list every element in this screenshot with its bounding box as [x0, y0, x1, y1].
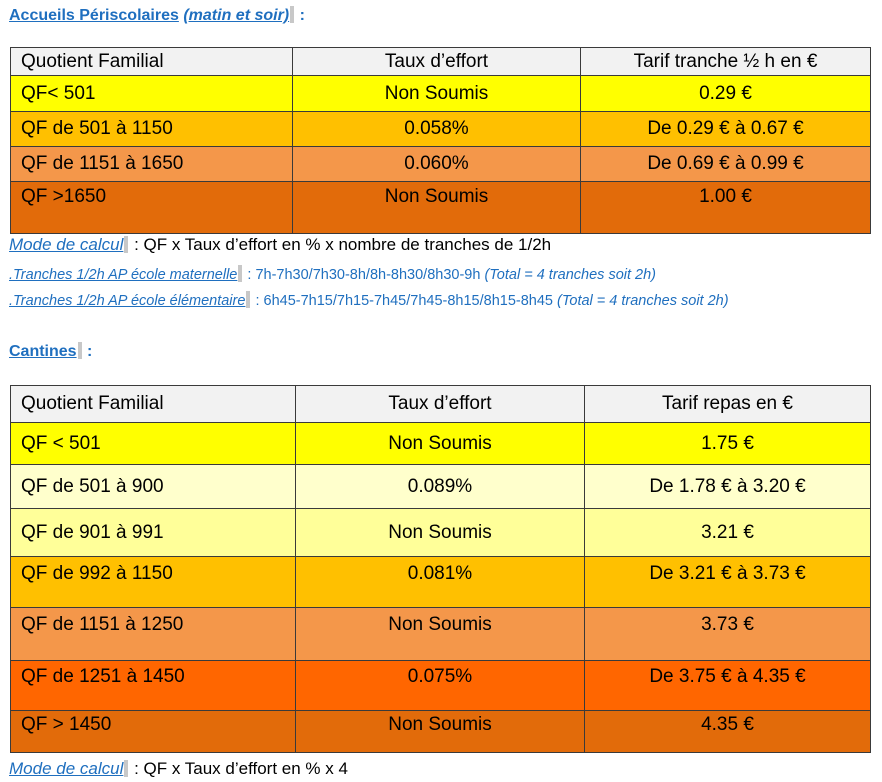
cell-tarif: De 1.78 € à 3.20 € [585, 465, 871, 509]
tranche-label: .Tranches 1/2h AP école élémentaire [9, 293, 246, 309]
calc-label: Mode de calcul [9, 759, 124, 778]
table-header-row [11, 48, 871, 76]
cell-taux: Non Soumis [293, 76, 581, 112]
tranche-label: .Tranches 1/2h AP école maternelle [9, 267, 238, 283]
header-taux: Taux d’effort [296, 386, 585, 423]
cell-qf: QF de 901 à 991 [11, 509, 296, 557]
tranches-maternelle [9, 265, 656, 283]
text-marker [290, 6, 294, 23]
header-tarif: Tarif repas en € [585, 386, 871, 423]
table-row [11, 661, 871, 711]
cantines-heading [9, 342, 92, 361]
cell-qf: QF de 1251 à 1450 [11, 661, 296, 711]
header-quotient: Quotient Familial [11, 386, 296, 423]
cell-qf: QF de 1151 à 1650 [11, 147, 293, 182]
calc-text: : QF x Taux d’effort en % x nombre de tranches de 1/2h [129, 235, 552, 254]
tranche-total: (Total = 4 tranches soit 2h) [553, 293, 729, 309]
cell-tarif: 1.00 € [581, 182, 871, 234]
text-marker [124, 760, 128, 777]
periscolaire-calc-note [9, 235, 551, 255]
cell-qf: QF de 992 à 1150 [11, 557, 296, 608]
cell-tarif: De 0.29 € à 0.67 € [581, 112, 871, 147]
cell-qf: QF de 1151 à 1250 [11, 608, 296, 661]
periscolaire-title: Accueils Périscolaires [9, 7, 179, 24]
cell-taux: Non Soumis [296, 711, 585, 753]
cell-taux: Non Soumis [293, 182, 581, 234]
cell-tarif: 1.75 € [585, 423, 871, 465]
cell-taux: Non Soumis [296, 509, 585, 557]
text-marker [246, 291, 250, 308]
table-row [11, 509, 871, 557]
cell-tarif: 4.35 € [585, 711, 871, 753]
table-row [11, 557, 871, 608]
header-tarif: Tarif tranche ½ h en € [581, 48, 871, 76]
cell-taux: Non Soumis [296, 608, 585, 661]
cell-tarif: 0.29 € [581, 76, 871, 112]
periscolaire-heading [9, 6, 305, 25]
text-marker [124, 236, 128, 253]
calc-text: : QF x Taux d’effort en % x 4 [129, 759, 348, 778]
text-marker [78, 342, 82, 359]
cantines-table [10, 385, 871, 753]
cell-taux: 0.060% [293, 147, 581, 182]
table-header-row [11, 386, 871, 423]
cell-tarif: De 3.75 € à 4.35 € [585, 661, 871, 711]
table-row [11, 182, 871, 234]
cell-qf: QF< 501 [11, 76, 293, 112]
table-row [11, 423, 871, 465]
cantines-title-colon: : [82, 343, 93, 360]
table-row [11, 465, 871, 509]
header-quotient: Quotient Familial [11, 48, 293, 76]
tranches-elementaire [9, 291, 729, 309]
table-row [11, 147, 871, 182]
periscolaire-title-colon: : [295, 7, 305, 24]
tranche-sep: : [251, 293, 264, 309]
cell-tarif: 3.21 € [585, 509, 871, 557]
periscolaire-table [10, 47, 871, 234]
text-marker [238, 265, 242, 282]
cell-qf: QF de 501 à 1150 [11, 112, 293, 147]
table-row [11, 711, 871, 753]
cell-qf: QF de 501 à 900 [11, 465, 296, 509]
cantines-title: Cantines [9, 343, 77, 360]
cell-taux: 0.081% [296, 557, 585, 608]
header-taux: Taux d’effort [293, 48, 581, 76]
cell-taux: 0.058% [293, 112, 581, 147]
table-row [11, 112, 871, 147]
table-row [11, 608, 871, 661]
tranche-hours: 7h-7h30/7h30-8h/8h-8h30/8h30-9h [255, 267, 481, 283]
cell-taux: Non Soumis [296, 423, 585, 465]
cell-tarif: De 3.21 € à 3.73 € [585, 557, 871, 608]
calc-label: Mode de calcul [9, 235, 124, 254]
cantines-calc-note [9, 759, 348, 779]
cell-taux: 0.075% [296, 661, 585, 711]
cell-qf: QF > 1450 [11, 711, 296, 753]
periscolaire-title-paren: (matin et soir) [183, 7, 290, 24]
cell-tarif: De 0.69 € à 0.99 € [581, 147, 871, 182]
tranche-hours: 6h45-7h15/7h15-7h45/7h45-8h15/8h15-8h45 [263, 293, 553, 309]
cell-qf: QF >1650 [11, 182, 293, 234]
cell-tarif: 3.73 € [585, 608, 871, 661]
table-row [11, 76, 871, 112]
tranche-total: (Total = 4 tranches soit 2h) [480, 267, 656, 283]
cell-taux: 0.089% [296, 465, 585, 509]
tranche-sep: : [243, 267, 256, 283]
cell-qf: QF < 501 [11, 423, 296, 465]
